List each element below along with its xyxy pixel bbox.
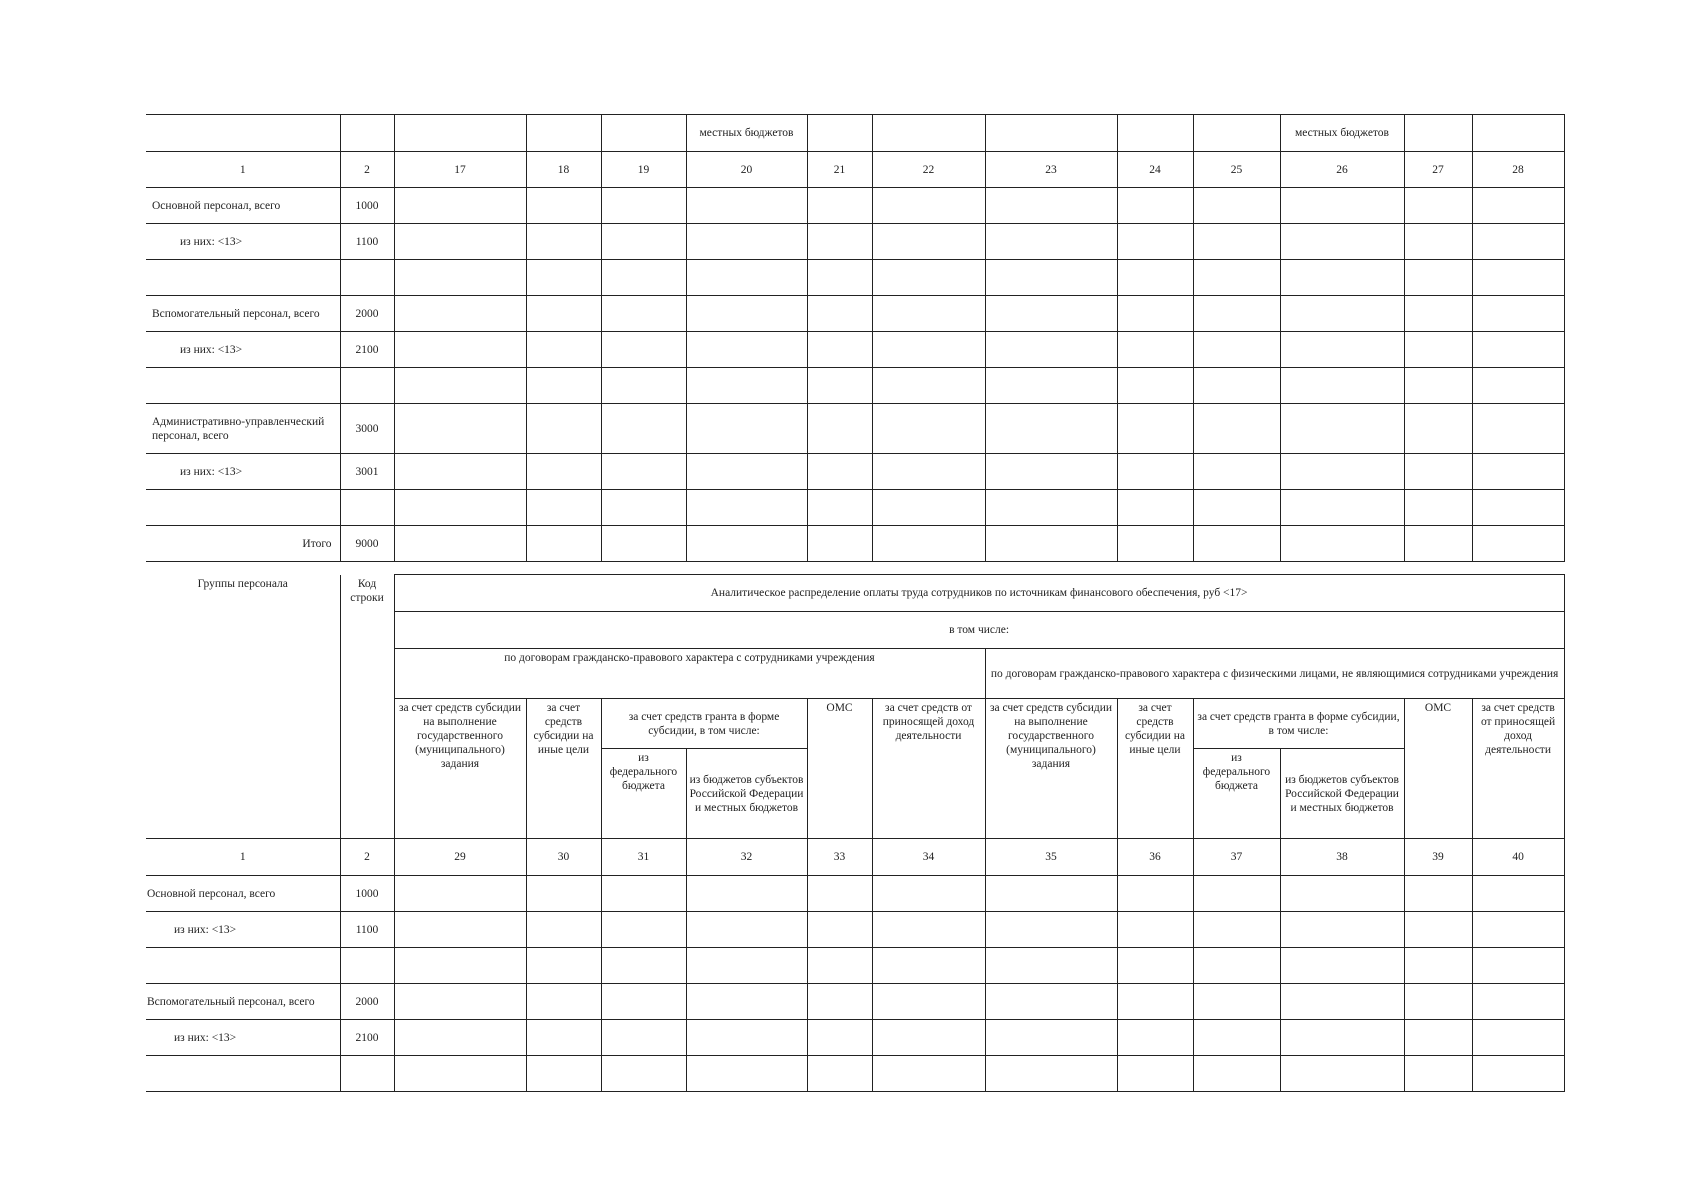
value-cell[interactable] [1404,984,1472,1020]
value-cell[interactable] [601,404,686,454]
table-row [146,526,1564,562]
value-cell[interactable] [394,526,526,562]
value-cell[interactable] [985,224,1117,260]
row-code [340,260,394,296]
row-label [146,490,340,526]
value-cell[interactable] [1404,490,1472,526]
row-code: 1000 [340,188,394,224]
row-code: 9000 [340,526,394,562]
row-label [146,368,340,404]
value-cell[interactable] [601,1056,686,1092]
value-cell[interactable] [686,1020,807,1056]
table-row [146,454,1564,490]
value-cell[interactable] [872,912,985,948]
value-cell[interactable] [1117,454,1193,490]
table-row [146,984,1564,1020]
value-cell[interactable] [1404,948,1472,984]
value-cell[interactable] [1472,368,1564,404]
other-purposes-header: за счет средств субсидии на иные цели [1117,699,1193,839]
value-cell[interactable] [1472,260,1564,296]
row-code: 2100 [340,332,394,368]
staff-table-part-2 [146,574,1565,1092]
value-cell[interactable] [1193,454,1280,490]
table1-col-number-row [146,152,1564,188]
col-number: 39 [1404,839,1472,876]
value-cell[interactable] [1193,224,1280,260]
state-task-header: за счет средств субсидии на выполнение государственного (муниципального) задания [394,699,526,839]
value-cell[interactable] [1280,454,1404,490]
value-cell[interactable] [1280,526,1404,562]
value-cell[interactable] [1472,454,1564,490]
value-cell[interactable] [1472,1056,1564,1092]
value-cell[interactable] [601,368,686,404]
value-cell[interactable] [526,526,601,562]
value-cell[interactable] [1404,876,1472,912]
col-number: 21 [807,152,872,188]
value-cell[interactable] [686,912,807,948]
grant-header: за счет средств гранта в форме субсидии, в том числе: [1193,699,1404,749]
value-cell[interactable] [1472,948,1564,984]
value-cell[interactable] [1117,1056,1193,1092]
value-cell[interactable] [1117,404,1193,454]
value-cell[interactable] [601,454,686,490]
value-cell[interactable] [1280,876,1404,912]
value-cell[interactable] [686,490,807,526]
value-cell[interactable] [872,1056,985,1092]
row-code: 2000 [340,296,394,332]
table-row [146,188,1564,224]
value-cell[interactable] [872,1020,985,1056]
value-cell[interactable] [1404,454,1472,490]
value-cell[interactable] [1193,948,1280,984]
col-number: 34 [872,839,985,876]
value-cell[interactable] [872,368,985,404]
value-cell[interactable] [872,260,985,296]
value-cell[interactable] [1117,490,1193,526]
value-cell[interactable] [1117,260,1193,296]
value-cell[interactable] [872,526,985,562]
row-label [146,1056,340,1092]
value-cell[interactable] [1193,260,1280,296]
value-cell[interactable] [807,912,872,948]
value-cell[interactable] [526,1056,601,1092]
value-cell[interactable] [526,1020,601,1056]
other-purposes-header: за счет средств субсидии на иные цели [526,699,601,839]
value-cell[interactable] [1280,296,1404,332]
row-label: Основной персонал, всего [146,876,340,912]
value-cell[interactable] [1404,1020,1472,1056]
row-code [340,1056,394,1092]
col-number: 22 [872,152,985,188]
col-number: 30 [526,839,601,876]
col-number: 23 [985,152,1117,188]
value-cell[interactable] [526,296,601,332]
col-number: 2 [340,152,394,188]
employees-contract-header: по договорам гражданско-правового характера с сотрудниками учреждения [394,649,985,699]
value-cell[interactable] [526,948,601,984]
value-cell[interactable] [601,948,686,984]
value-cell[interactable] [1472,1020,1564,1056]
value-cell[interactable] [985,912,1117,948]
value-cell[interactable] [1117,296,1193,332]
value-cell[interactable] [601,224,686,260]
staff-table-part-1 [146,114,1565,562]
value-cell[interactable] [985,454,1117,490]
col-number: 38 [1280,839,1404,876]
value-cell[interactable] [1280,368,1404,404]
value-cell[interactable] [526,876,601,912]
value-cell[interactable] [807,368,872,404]
value-cell[interactable] [526,188,601,224]
value-cell[interactable] [1117,1020,1193,1056]
grant-header: за счет средств гранта в форме субсидии, в том числе: [601,699,807,749]
value-cell[interactable] [985,260,1117,296]
value-cell[interactable] [1280,332,1404,368]
value-cell[interactable] [807,296,872,332]
value-cell[interactable] [394,188,526,224]
row-label: Вспомогательный персонал, всего [146,296,340,332]
value-cell[interactable] [1193,1056,1280,1092]
value-cell[interactable] [807,332,872,368]
row-code: 1100 [340,912,394,948]
col-number: 20 [686,152,807,188]
value-cell[interactable] [526,368,601,404]
value-cell[interactable] [1472,404,1564,454]
code-header: Код строки [340,575,394,839]
col-number: 19 [601,152,686,188]
table-row [146,224,1564,260]
value-cell[interactable] [601,296,686,332]
value-cell[interactable] [686,332,807,368]
col-number: 29 [394,839,526,876]
value-cell[interactable] [394,984,526,1020]
value-cell[interactable] [807,1020,872,1056]
row-code: 3001 [340,454,394,490]
row-label: Итого [146,526,340,562]
value-cell[interactable] [807,260,872,296]
value-cell[interactable] [686,454,807,490]
value-cell[interactable] [601,1020,686,1056]
table-row [146,332,1564,368]
value-cell[interactable] [1280,224,1404,260]
value-cell[interactable] [872,296,985,332]
row-label: из них: <13> [146,912,340,948]
federal-header: из федерального бюджета [601,749,686,839]
table-row [146,912,1564,948]
value-cell[interactable] [394,876,526,912]
table-row [146,260,1564,296]
value-cell[interactable] [1472,188,1564,224]
value-cell[interactable] [807,490,872,526]
col20-label: местных бюджетов [686,115,807,152]
value-cell[interactable] [1472,332,1564,368]
value-cell[interactable] [394,912,526,948]
value-cell[interactable] [985,984,1117,1020]
value-cell[interactable] [1193,368,1280,404]
value-cell[interactable] [1193,1020,1280,1056]
value-cell[interactable] [526,404,601,454]
col-number: 28 [1472,152,1564,188]
col-number: 2 [340,839,394,876]
oms-header: ОМС [1404,699,1472,839]
value-cell[interactable] [872,404,985,454]
value-cell[interactable] [985,404,1117,454]
value-cell[interactable] [1117,876,1193,912]
table-row [146,948,1564,984]
value-cell[interactable] [985,1056,1117,1092]
table-row [146,296,1564,332]
table-row [146,1056,1564,1092]
value-cell[interactable] [394,454,526,490]
value-cell[interactable] [1193,296,1280,332]
federal-header: из федерального бюджета [1193,749,1280,839]
individuals-contract-header: по договорам гражданско-правового характера с физическими лицами, не являющимися сотрудниками учреждения [985,649,1564,699]
value-cell[interactable] [686,948,807,984]
value-cell[interactable] [807,188,872,224]
table-row [146,490,1564,526]
col-number: 31 [601,839,686,876]
row-label: из них: <13> [146,332,340,368]
value-cell[interactable] [686,1056,807,1092]
value-cell[interactable] [807,224,872,260]
col-number: 32 [686,839,807,876]
table1-top-label-row [146,115,1564,152]
value-cell[interactable] [1404,296,1472,332]
value-cell[interactable] [1193,188,1280,224]
value-cell[interactable] [394,1020,526,1056]
value-cell[interactable] [985,368,1117,404]
value-cell[interactable] [686,526,807,562]
value-cell[interactable] [807,948,872,984]
row-label: из них: <13> [146,224,340,260]
value-cell[interactable] [1280,404,1404,454]
table-row [146,368,1564,404]
value-cell[interactable] [394,1056,526,1092]
value-cell[interactable] [526,490,601,526]
group-header: Группы персонала [146,575,340,839]
row-label: Основной персонал, всего [146,188,340,224]
value-cell[interactable] [686,224,807,260]
row-label [146,948,340,984]
value-cell[interactable] [1280,912,1404,948]
row-code: 2000 [340,984,394,1020]
col-number: 33 [807,839,872,876]
value-cell[interactable] [1472,526,1564,562]
value-cell[interactable] [1472,984,1564,1020]
row-code [340,368,394,404]
row-label [146,260,340,296]
value-cell[interactable] [1117,984,1193,1020]
value-cell[interactable] [985,296,1117,332]
row-label: Вспомогательный персонал, всего [146,984,340,1020]
value-cell[interactable] [872,984,985,1020]
incl-header: в том числе: [394,612,1564,649]
value-cell[interactable] [601,984,686,1020]
value-cell[interactable] [807,454,872,490]
col-number: 27 [1404,152,1472,188]
value-cell[interactable] [526,224,601,260]
col26-label: местных бюджетов [1280,115,1404,152]
value-cell[interactable] [686,260,807,296]
value-cell[interactable] [872,490,985,526]
table-row [146,1020,1564,1056]
value-cell[interactable] [1404,368,1472,404]
col-number: 37 [1193,839,1280,876]
value-cell[interactable] [1193,984,1280,1020]
value-cell[interactable] [1193,526,1280,562]
value-cell[interactable] [1472,490,1564,526]
value-cell[interactable] [1280,984,1404,1020]
value-cell[interactable] [1280,490,1404,526]
value-cell[interactable] [601,332,686,368]
value-cell[interactable] [526,332,601,368]
value-cell[interactable] [686,296,807,332]
col-number: 24 [1117,152,1193,188]
col-number: 40 [1472,839,1564,876]
value-cell[interactable] [394,224,526,260]
value-cell[interactable] [1117,368,1193,404]
value-cell[interactable] [686,188,807,224]
table2-col-number-row [146,839,1564,876]
value-cell[interactable] [1404,332,1472,368]
income-header: за счет средств от приносящей доход деятельности [1472,699,1564,839]
value-cell[interactable] [1280,1020,1404,1056]
value-cell[interactable] [807,1056,872,1092]
col-number: 36 [1117,839,1193,876]
value-cell[interactable] [1193,912,1280,948]
value-cell[interactable] [1404,404,1472,454]
col-number: 18 [526,152,601,188]
value-cell[interactable] [394,368,526,404]
value-cell[interactable] [1472,224,1564,260]
value-cell[interactable] [807,876,872,912]
value-cell[interactable] [686,404,807,454]
value-cell[interactable] [1404,912,1472,948]
row-code: 1100 [340,224,394,260]
row-label: из них: <13> [146,454,340,490]
value-cell[interactable] [1117,332,1193,368]
value-cell[interactable] [394,332,526,368]
value-cell[interactable] [872,454,985,490]
col-number: 26 [1280,152,1404,188]
value-cell[interactable] [872,948,985,984]
value-cell[interactable] [601,260,686,296]
value-cell[interactable] [601,876,686,912]
value-cell[interactable] [1404,260,1472,296]
value-cell[interactable] [985,1020,1117,1056]
row-code: 3000 [340,404,394,454]
value-cell[interactable] [1404,526,1472,562]
value-cell[interactable] [394,296,526,332]
value-cell[interactable] [872,224,985,260]
value-cell[interactable] [1472,876,1564,912]
value-cell[interactable] [807,984,872,1020]
value-cell[interactable] [394,404,526,454]
col-number: 1 [146,152,340,188]
row-code [340,948,394,984]
value-cell[interactable] [526,454,601,490]
row-code: 2100 [340,1020,394,1056]
value-cell[interactable] [1117,188,1193,224]
value-cell[interactable] [985,526,1117,562]
table-row [146,404,1564,454]
value-cell[interactable] [601,490,686,526]
row-code: 1000 [340,876,394,912]
value-cell[interactable] [872,876,985,912]
value-cell[interactable] [872,332,985,368]
analytic-header: Аналитическое распределение оплаты труда сотрудников по источникам финансового обеспечения, руб <17> [394,575,1564,612]
value-cell[interactable] [1117,526,1193,562]
value-cell[interactable] [394,260,526,296]
table-row [146,876,1564,912]
value-cell[interactable] [1280,188,1404,224]
value-cell[interactable] [526,912,601,948]
value-cell[interactable] [1193,876,1280,912]
value-cell[interactable] [1280,948,1404,984]
value-cell[interactable] [1404,1056,1472,1092]
value-cell[interactable] [985,490,1117,526]
value-cell[interactable] [1472,912,1564,948]
value-cell[interactable] [686,368,807,404]
value-cell[interactable] [601,912,686,948]
value-cell[interactable] [985,332,1117,368]
value-cell[interactable] [807,526,872,562]
row-label: из них: <13> [146,1020,340,1056]
row-code [340,490,394,526]
value-cell[interactable] [1404,224,1472,260]
col-number: 25 [1193,152,1280,188]
value-cell[interactable] [1193,490,1280,526]
oms-header: ОМС [807,699,872,839]
value-cell[interactable] [807,404,872,454]
value-cell[interactable] [872,188,985,224]
col-number: 1 [146,839,340,876]
value-cell[interactable] [601,188,686,224]
value-cell[interactable] [526,260,601,296]
value-cell[interactable] [394,490,526,526]
value-cell[interactable] [985,948,1117,984]
value-cell[interactable] [1472,296,1564,332]
value-cell[interactable] [1193,332,1280,368]
value-cell[interactable] [1404,188,1472,224]
value-cell[interactable] [1280,1056,1404,1092]
income-header: за счет средств от приносящей доход деятельности [872,699,985,839]
value-cell[interactable] [1280,260,1404,296]
value-cell[interactable] [1117,912,1193,948]
value-cell[interactable] [1117,948,1193,984]
value-cell[interactable] [686,984,807,1020]
regional-header: из бюджетов субъектов Российской Федерации и местных бюджетов [686,749,807,839]
value-cell[interactable] [1117,224,1193,260]
value-cell[interactable] [686,876,807,912]
value-cell[interactable] [985,188,1117,224]
value-cell[interactable] [526,984,601,1020]
col-number: 17 [394,152,526,188]
value-cell[interactable] [601,526,686,562]
value-cell[interactable] [1193,404,1280,454]
state-task-header: за счет средств субсидии на выполнение государственного (муниципального) задания [985,699,1117,839]
regional-header: из бюджетов субъектов Российской Федерации и местных бюджетов [1280,749,1404,839]
value-cell[interactable] [394,948,526,984]
value-cell[interactable] [985,876,1117,912]
row-label: Административно-управленческий персонал, всего [146,404,340,454]
col-number: 35 [985,839,1117,876]
